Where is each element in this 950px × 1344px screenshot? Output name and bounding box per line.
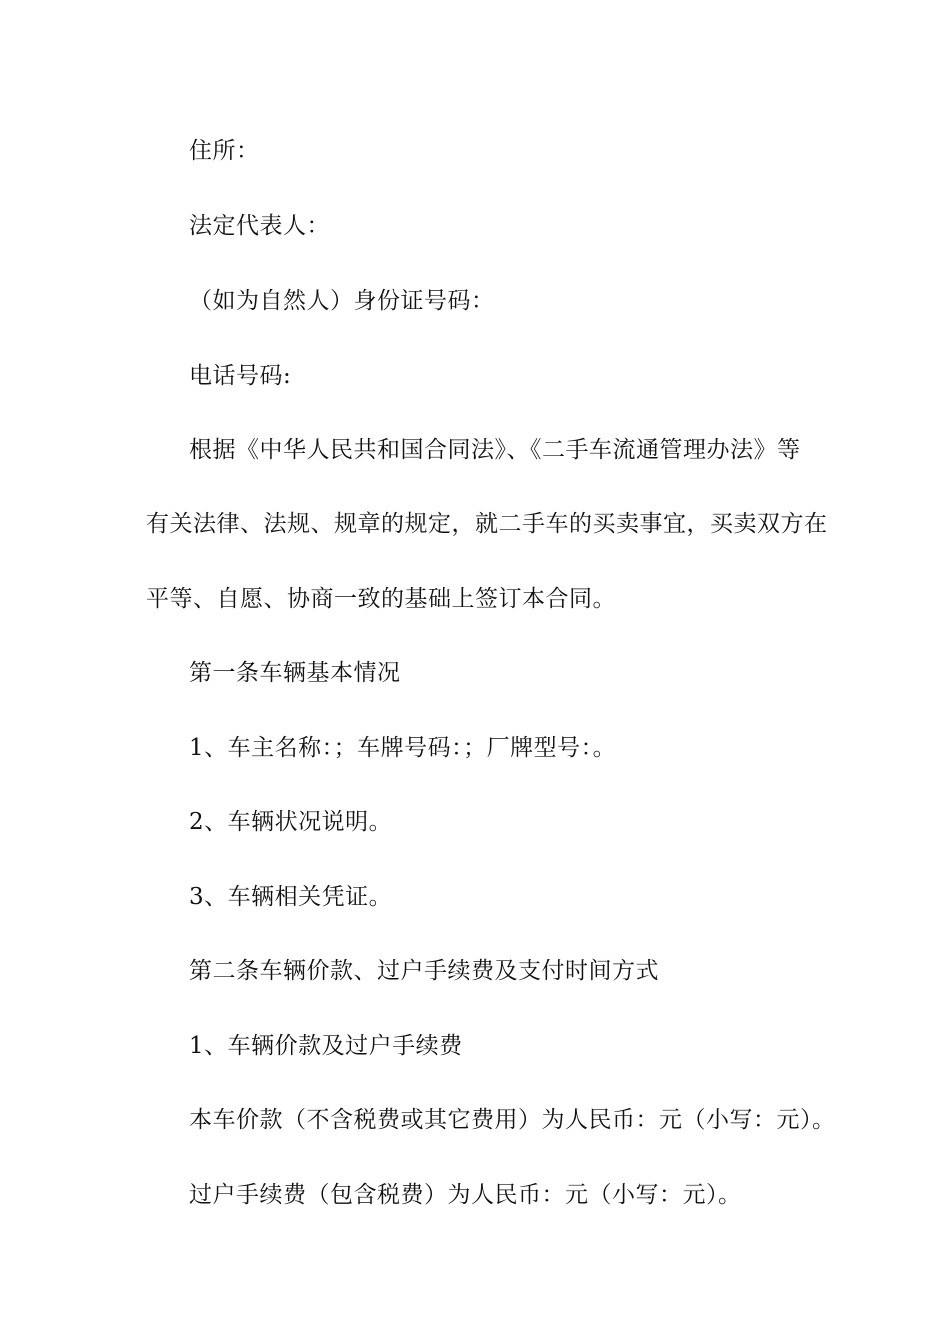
address-line: 住所： bbox=[189, 138, 260, 164]
id-number-line: （如为自然人）身份证号码： bbox=[189, 288, 495, 314]
article-1-item-3: 3、车辆相关凭证。 bbox=[189, 884, 393, 910]
article-1-item-2: 2、车辆状况说明。 bbox=[189, 809, 393, 835]
preamble-line-1: 根据《中华人民共和国合同法》、《二手车流通管理办法》等 bbox=[189, 437, 801, 463]
article-1-heading: 第一条车辆基本情况 bbox=[189, 660, 401, 686]
transfer-fee-line: 过户手续费（包含税费）为人民币：元（小写：元）。 bbox=[189, 1182, 742, 1208]
phone-number-line: 电话号码: bbox=[189, 363, 292, 389]
article-2-item-1: 1、车辆价款及过户手续费 bbox=[189, 1033, 463, 1059]
preamble-line-3: 平等、自愿、协商一致的基础上签订本合同。 bbox=[146, 586, 616, 612]
article-2-heading: 第二条车辆价款、过户手续费及支付时间方式 bbox=[189, 958, 659, 984]
article-1-item-1: 1、车主名称：；车牌号码：；厂牌型号：。 bbox=[189, 735, 617, 761]
preamble-line-2: 有关法律、法规、规章的规定，就二手车的买卖事宜，买卖双方在 bbox=[146, 511, 828, 537]
vehicle-price-line: 本车价款（不含税费或其它费用）为人民币：元（小写：元）。 bbox=[189, 1107, 836, 1133]
legal-representative-line: 法定代表人： bbox=[189, 213, 330, 239]
